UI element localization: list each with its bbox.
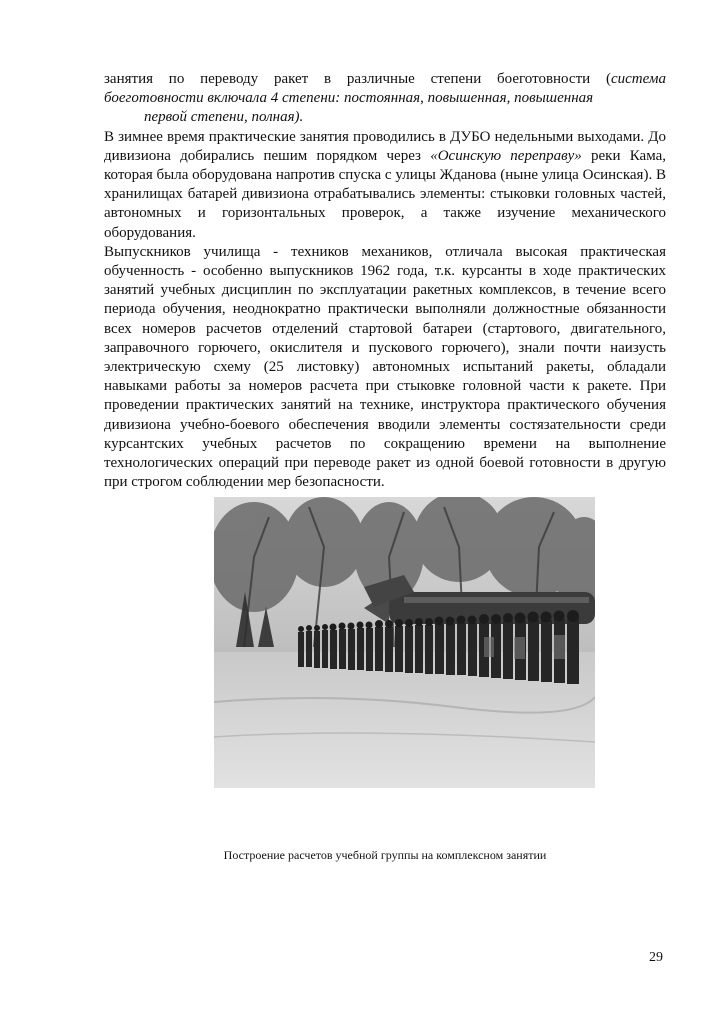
paragraph-1-italic-end: первой степени, полная). (144, 109, 304, 126)
body-text (104, 70, 666, 492)
paragraph-1 (104, 70, 666, 128)
paragraph-1-italic: система боеготовности включала 4 степени: постоянная, повышенная, повышенная (104, 71, 666, 107)
paragraph-2-end: реки Кама, которая была оборудована напротив спуска с улицы Жданова (ныне улица Осинская). В хранилищах батарей дивизиона отрабатывались элементы: стыковки головных частей, автономных и горизонтальных проверок, а также изучение механического оборудования. (104, 147, 666, 241)
photo-caption: Построение расчетов учебной группы на комплексном занятии (223, 848, 547, 862)
paragraph-2 (104, 128, 666, 243)
page-number: 29 (649, 950, 663, 965)
paragraph-2-italic: «Осинскую переправу» (430, 147, 582, 164)
paragraph-3: Выпускников училища - техников механиков, отличала высокая практическая обученность - особенно выпускников 1962 года, т.к. курсанты в ходе практических занятий учебных дисциплин по эксплуатации ракетных комплексов, в течение всего периода обучения, неоднократно практически выполняли должностные обязанности всех номеров расчетов отделений стартовой батареи (стартового, двигательного, заправочного горючего, окислителя и пускового горючего), знали почти наизусть электрическую схему (25 листовку) автономных испытаний ракеты, обладали навыками работы за номеров расчета при стыковке головной части к ракете. При проведении практических занятий на технике, инструктора практического обучения дивизиона учебно-боевого обеспечения вводили элементы состязательности среди курсантских учебных расчетов по сокращению времени на выполнение технологических операций при переводе ракет из одной боевой готовности в другую при строгом соблюдении мер безопасности. (104, 243, 666, 491)
paragraph-2-start: В зимнее время практические занятия проводились в ДУБО недельными выходами. До дивизиона добирались пешим порядком через (104, 128, 666, 164)
photo-illustration (214, 497, 595, 788)
photo-cadets-formation (214, 497, 595, 788)
paragraph-1-text: занятия по переводу ракет в различные степени боеготовности ( (104, 71, 611, 87)
